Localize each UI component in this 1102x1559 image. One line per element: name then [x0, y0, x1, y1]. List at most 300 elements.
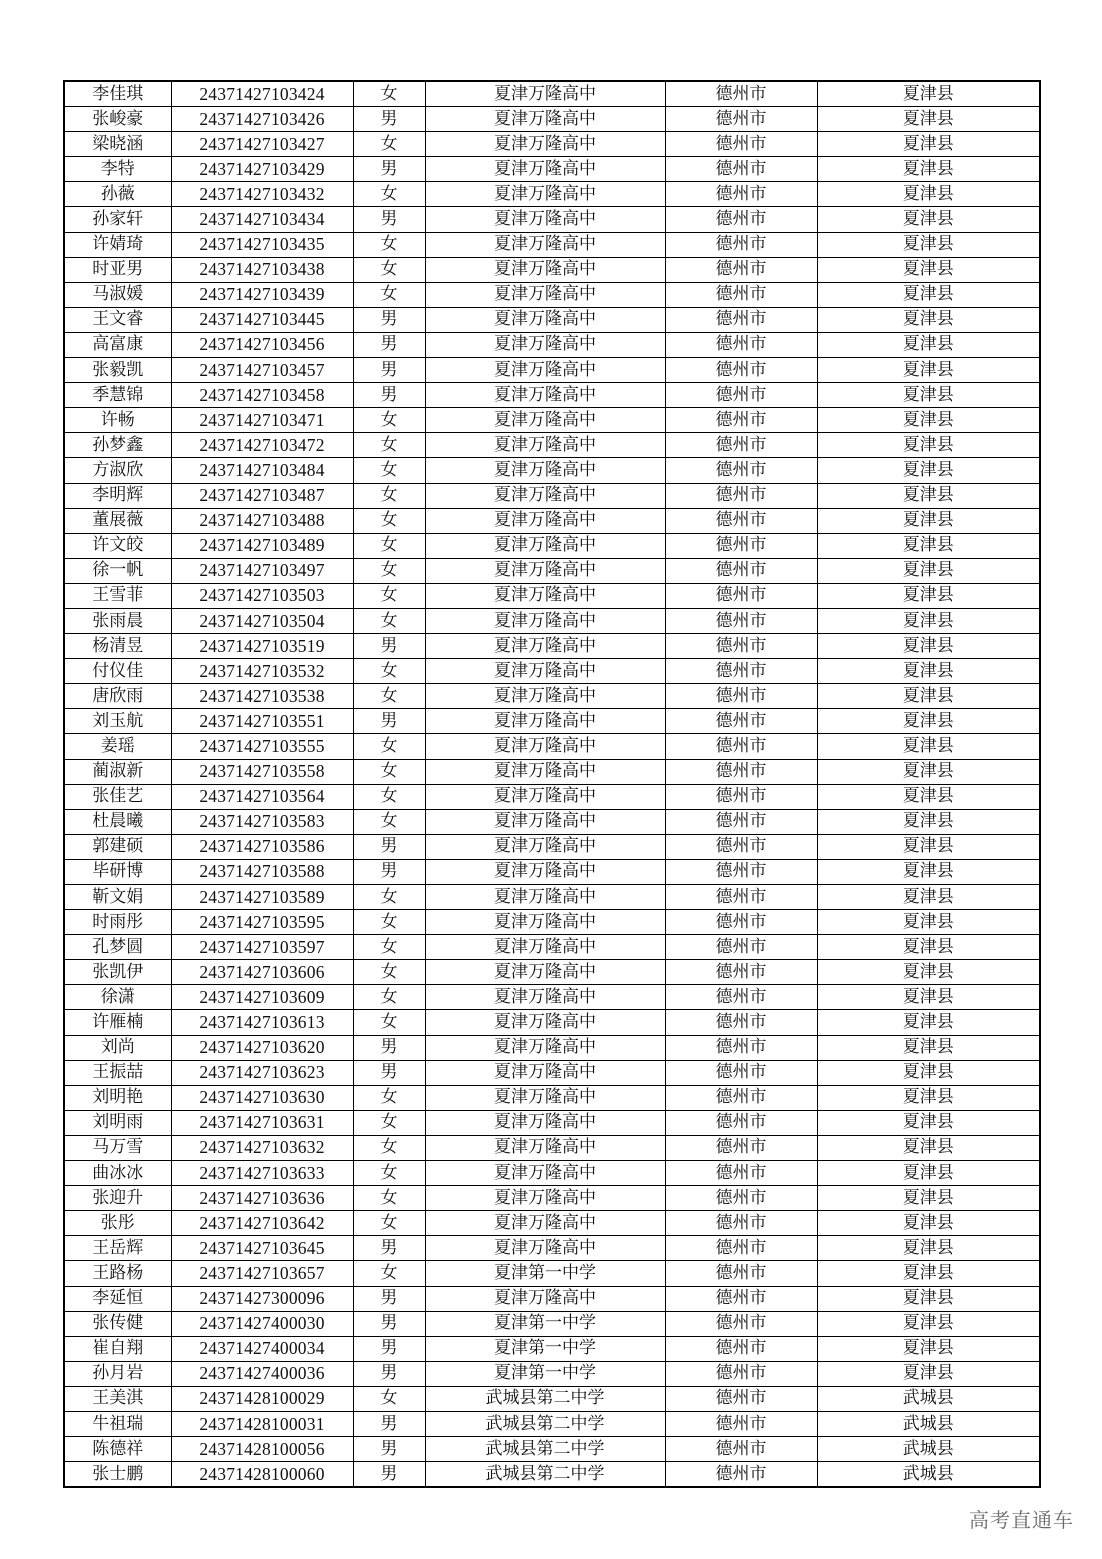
city-cell: 德州市 [665, 232, 817, 257]
school-cell: 夏津万隆高中 [425, 1110, 665, 1135]
school-cell: 夏津万隆高中 [425, 332, 665, 357]
county-cell: 夏津县 [817, 1261, 1040, 1286]
county-cell: 夏津县 [817, 1035, 1040, 1060]
table-row [64, 332, 1040, 357]
city-cell: 德州市 [665, 332, 817, 357]
city-cell: 德州市 [665, 709, 817, 734]
gender-cell: 女 [353, 985, 425, 1010]
name-cell: 杨清昱 [64, 634, 171, 659]
school-cell: 夏津万隆高中 [425, 307, 665, 332]
name-cell: 张峻豪 [64, 107, 171, 132]
school-cell: 夏津万隆高中 [425, 358, 665, 383]
school-cell: 夏津万隆高中 [425, 1161, 665, 1186]
table-row [64, 809, 1040, 834]
name-cell: 张凯伊 [64, 960, 171, 985]
name-cell: 李延恒 [64, 1286, 171, 1311]
gender-cell: 男 [353, 383, 425, 408]
table-row [64, 1060, 1040, 1085]
city-cell: 德州市 [665, 558, 817, 583]
county-cell: 夏津县 [817, 1286, 1040, 1311]
city-cell: 德州市 [665, 784, 817, 809]
name-cell: 姜瑶 [64, 734, 171, 759]
gender-cell: 男 [353, 157, 425, 182]
table-row [64, 1186, 1040, 1211]
table-row [64, 232, 1040, 257]
gender-cell: 男 [353, 1336, 425, 1361]
county-cell: 夏津县 [817, 834, 1040, 859]
county-cell: 夏津县 [817, 533, 1040, 558]
city-cell: 德州市 [665, 408, 817, 433]
city-cell: 德州市 [665, 1361, 817, 1386]
gender-cell: 男 [353, 332, 425, 357]
school-cell: 夏津万隆高中 [425, 885, 665, 910]
city-cell: 德州市 [665, 257, 817, 282]
exam-id-cell: 24371427103484 [171, 458, 353, 483]
gender-cell: 女 [353, 1135, 425, 1160]
table-row [64, 659, 1040, 684]
county-cell: 夏津县 [817, 910, 1040, 935]
school-cell: 夏津万隆高中 [425, 859, 665, 884]
exam-id-cell: 24371427103458 [171, 383, 353, 408]
gender-cell: 女 [353, 1110, 425, 1135]
school-cell: 夏津万隆高中 [425, 107, 665, 132]
gender-cell: 男 [353, 1060, 425, 1085]
county-cell: 夏津县 [817, 960, 1040, 985]
table-row [64, 558, 1040, 583]
exam-id-cell: 24371427103424 [171, 81, 353, 107]
county-cell: 夏津县 [817, 1085, 1040, 1110]
gender-cell: 男 [353, 859, 425, 884]
name-cell: 王雪菲 [64, 583, 171, 608]
gender-cell: 女 [353, 257, 425, 282]
gender-cell: 女 [353, 1085, 425, 1110]
gender-cell: 女 [353, 1386, 425, 1411]
city-cell: 德州市 [665, 985, 817, 1010]
exam-id-cell: 24371427103504 [171, 608, 353, 633]
table-row [64, 508, 1040, 533]
exam-id-cell: 24371427103632 [171, 1135, 353, 1160]
school-cell: 夏津万隆高中 [425, 910, 665, 935]
county-cell: 夏津县 [817, 1186, 1040, 1211]
gender-cell: 女 [353, 182, 425, 207]
gender-cell: 女 [353, 408, 425, 433]
county-cell: 夏津县 [817, 1361, 1040, 1386]
county-cell: 夏津县 [817, 935, 1040, 960]
name-cell: 张雨晨 [64, 608, 171, 633]
school-cell: 夏津万隆高中 [425, 408, 665, 433]
city-cell: 德州市 [665, 458, 817, 483]
city-cell: 德州市 [665, 634, 817, 659]
table-row [64, 1110, 1040, 1135]
city-cell: 德州市 [665, 383, 817, 408]
exam-id-cell: 24371427103597 [171, 935, 353, 960]
county-cell: 夏津县 [817, 885, 1040, 910]
school-cell: 夏津万隆高中 [425, 1135, 665, 1160]
school-cell: 夏津万隆高中 [425, 533, 665, 558]
table-row [64, 358, 1040, 383]
county-cell: 夏津县 [817, 558, 1040, 583]
city-cell: 德州市 [665, 583, 817, 608]
city-cell: 德州市 [665, 1311, 817, 1336]
city-cell: 德州市 [665, 859, 817, 884]
city-cell: 德州市 [665, 358, 817, 383]
county-cell: 夏津县 [817, 207, 1040, 232]
gender-cell: 女 [353, 885, 425, 910]
gender-cell: 男 [353, 1035, 425, 1060]
table-row [64, 132, 1040, 157]
table-row [64, 1336, 1040, 1361]
name-cell: 张士鹏 [64, 1462, 171, 1488]
table-row [64, 759, 1040, 784]
school-cell: 夏津第一中学 [425, 1336, 665, 1361]
name-cell: 梁晓涵 [64, 132, 171, 157]
gender-cell: 女 [353, 910, 425, 935]
school-cell: 夏津万隆高中 [425, 558, 665, 583]
name-cell: 孙薇 [64, 182, 171, 207]
name-cell: 徐一帆 [64, 558, 171, 583]
name-cell: 季慧锦 [64, 383, 171, 408]
county-cell: 夏津县 [817, 1311, 1040, 1336]
gender-cell: 女 [353, 659, 425, 684]
exam-id-cell: 24371427103497 [171, 558, 353, 583]
table-row [64, 1010, 1040, 1035]
name-cell: 方淑欣 [64, 458, 171, 483]
school-cell: 夏津万隆高中 [425, 157, 665, 182]
county-cell: 夏津县 [817, 1060, 1040, 1085]
city-cell: 德州市 [665, 81, 817, 107]
name-cell: 张佳艺 [64, 784, 171, 809]
gender-cell: 男 [353, 307, 425, 332]
exam-id-cell: 24371427103427 [171, 132, 353, 157]
county-cell: 武城县 [817, 1462, 1040, 1488]
county-cell: 夏津县 [817, 659, 1040, 684]
school-cell: 夏津万隆高中 [425, 709, 665, 734]
name-cell: 高富康 [64, 332, 171, 357]
table-row [64, 1035, 1040, 1060]
school-cell: 夏津第一中学 [425, 1311, 665, 1336]
school-cell: 夏津万隆高中 [425, 1010, 665, 1035]
table-row [64, 960, 1040, 985]
school-cell: 武城县第二中学 [425, 1411, 665, 1436]
county-cell: 夏津县 [817, 433, 1040, 458]
roster-body [64, 81, 1040, 1487]
city-cell: 德州市 [665, 1035, 817, 1060]
name-cell: 张彤 [64, 1211, 171, 1236]
gender-cell: 女 [353, 433, 425, 458]
exam-id-cell: 24371427103538 [171, 684, 353, 709]
school-cell: 夏津万隆高中 [425, 1211, 665, 1236]
city-cell: 德州市 [665, 659, 817, 684]
gender-cell: 女 [353, 809, 425, 834]
county-cell: 夏津县 [817, 1135, 1040, 1160]
name-cell: 付仪佳 [64, 659, 171, 684]
gender-cell: 女 [353, 734, 425, 759]
school-cell: 夏津万隆高中 [425, 784, 665, 809]
gender-cell: 女 [353, 483, 425, 508]
table-row [64, 885, 1040, 910]
county-cell: 夏津县 [817, 282, 1040, 307]
city-cell: 德州市 [665, 1010, 817, 1035]
city-cell: 德州市 [665, 1135, 817, 1160]
school-cell: 夏津万隆高中 [425, 1060, 665, 1085]
city-cell: 德州市 [665, 809, 817, 834]
table-row [64, 1135, 1040, 1160]
name-cell: 刘明雨 [64, 1110, 171, 1135]
city-cell: 德州市 [665, 107, 817, 132]
table-row [64, 1261, 1040, 1286]
name-cell: 靳文娟 [64, 885, 171, 910]
exam-id-cell: 24371427103457 [171, 358, 353, 383]
gender-cell: 男 [353, 207, 425, 232]
name-cell: 毕研博 [64, 859, 171, 884]
county-cell: 夏津县 [817, 759, 1040, 784]
table-row [64, 608, 1040, 633]
exam-id-cell: 24371427103631 [171, 1110, 353, 1135]
city-cell: 德州市 [665, 1110, 817, 1135]
city-cell: 德州市 [665, 1462, 817, 1488]
table-row [64, 1211, 1040, 1236]
school-cell: 夏津万隆高中 [425, 207, 665, 232]
name-cell: 张传健 [64, 1311, 171, 1336]
county-cell: 夏津县 [817, 1110, 1040, 1135]
school-cell: 夏津万隆高中 [425, 257, 665, 282]
table-row [64, 784, 1040, 809]
name-cell: 许畅 [64, 408, 171, 433]
student-roster-table [63, 80, 1041, 1488]
school-cell: 夏津万隆高中 [425, 634, 665, 659]
table-row [64, 458, 1040, 483]
exam-id-cell: 24371427103620 [171, 1035, 353, 1060]
gender-cell: 女 [353, 282, 425, 307]
city-cell: 德州市 [665, 483, 817, 508]
name-cell: 曲冰冰 [64, 1161, 171, 1186]
school-cell: 夏津万隆高中 [425, 282, 665, 307]
school-cell: 武城县第二中学 [425, 1437, 665, 1462]
name-cell: 孙梦鑫 [64, 433, 171, 458]
school-cell: 夏津万隆高中 [425, 1286, 665, 1311]
table-row [64, 383, 1040, 408]
county-cell: 夏津县 [817, 1336, 1040, 1361]
gender-cell: 女 [353, 533, 425, 558]
table-row [64, 257, 1040, 282]
table-row [64, 1386, 1040, 1411]
exam-id-cell: 24371427103472 [171, 433, 353, 458]
school-cell: 夏津万隆高中 [425, 1186, 665, 1211]
exam-id-cell: 24371427103583 [171, 809, 353, 834]
exam-id-cell: 24371427103532 [171, 659, 353, 684]
gender-cell: 女 [353, 232, 425, 257]
city-cell: 德州市 [665, 307, 817, 332]
exam-id-cell: 24371427103609 [171, 985, 353, 1010]
exam-id-cell: 24371427103439 [171, 282, 353, 307]
table-row [64, 81, 1040, 107]
county-cell: 夏津县 [817, 508, 1040, 533]
table-row [64, 910, 1040, 935]
exam-id-cell: 24371427103429 [171, 157, 353, 182]
name-cell: 时亚男 [64, 257, 171, 282]
county-cell: 夏津县 [817, 257, 1040, 282]
gender-cell: 男 [353, 834, 425, 859]
school-cell: 夏津万隆高中 [425, 132, 665, 157]
table-row [64, 282, 1040, 307]
school-cell: 夏津万隆高中 [425, 1236, 665, 1261]
county-cell: 夏津县 [817, 985, 1040, 1010]
name-cell: 王美淇 [64, 1386, 171, 1411]
county-cell: 夏津县 [817, 809, 1040, 834]
exam-id-cell: 24371427103488 [171, 508, 353, 533]
county-cell: 夏津县 [817, 307, 1040, 332]
table-row [64, 634, 1040, 659]
county-cell: 夏津县 [817, 634, 1040, 659]
table-row [64, 307, 1040, 332]
county-cell: 夏津县 [817, 859, 1040, 884]
city-cell: 德州市 [665, 834, 817, 859]
name-cell: 刘玉航 [64, 709, 171, 734]
name-cell: 崔自翔 [64, 1336, 171, 1361]
exam-id-cell: 24371427103519 [171, 634, 353, 659]
school-cell: 武城县第二中学 [425, 1462, 665, 1488]
county-cell: 夏津县 [817, 458, 1040, 483]
exam-id-cell: 24371427103445 [171, 307, 353, 332]
table-row [64, 157, 1040, 182]
county-cell: 夏津县 [817, 132, 1040, 157]
city-cell: 德州市 [665, 1411, 817, 1436]
city-cell: 德州市 [665, 1161, 817, 1186]
table-row [64, 1161, 1040, 1186]
name-cell: 王文睿 [64, 307, 171, 332]
city-cell: 德州市 [665, 885, 817, 910]
name-cell: 张毅凯 [64, 358, 171, 383]
name-cell: 蔺淑新 [64, 759, 171, 784]
school-cell: 夏津万隆高中 [425, 458, 665, 483]
table-row [64, 1361, 1040, 1386]
name-cell: 刘明艳 [64, 1085, 171, 1110]
gender-cell: 女 [353, 935, 425, 960]
school-cell: 夏津万隆高中 [425, 608, 665, 633]
table-row [64, 408, 1040, 433]
exam-id-cell: 24371427103613 [171, 1010, 353, 1035]
exam-id-cell: 24371427103642 [171, 1211, 353, 1236]
exam-id-cell: 24371427103633 [171, 1161, 353, 1186]
watermark-text: 高考直通车 [969, 1508, 1074, 1532]
school-cell: 夏津万隆高中 [425, 834, 665, 859]
name-cell: 马万雪 [64, 1135, 171, 1160]
city-cell: 德州市 [665, 132, 817, 157]
gender-cell: 女 [353, 1186, 425, 1211]
exam-id-cell: 24371427103606 [171, 960, 353, 985]
exam-id-cell: 24371427103432 [171, 182, 353, 207]
city-cell: 德州市 [665, 1261, 817, 1286]
school-cell: 夏津万隆高中 [425, 1085, 665, 1110]
school-cell: 夏津万隆高中 [425, 684, 665, 709]
county-cell: 武城县 [817, 1411, 1040, 1436]
city-cell: 德州市 [665, 684, 817, 709]
table-row [64, 1085, 1040, 1110]
city-cell: 德州市 [665, 1437, 817, 1462]
table-row [64, 1437, 1040, 1462]
table-row [64, 1286, 1040, 1311]
city-cell: 德州市 [665, 608, 817, 633]
school-cell: 夏津万隆高中 [425, 759, 665, 784]
exam-id-cell: 24371427103657 [171, 1261, 353, 1286]
city-cell: 德州市 [665, 759, 817, 784]
table-row [64, 859, 1040, 884]
name-cell: 牛祖瑞 [64, 1411, 171, 1436]
name-cell: 张迎升 [64, 1186, 171, 1211]
gender-cell: 男 [353, 1236, 425, 1261]
school-cell: 夏津万隆高中 [425, 383, 665, 408]
exam-id-cell: 24371428100056 [171, 1437, 353, 1462]
county-cell: 夏津县 [817, 709, 1040, 734]
name-cell: 陈德祥 [64, 1437, 171, 1462]
gender-cell: 男 [353, 358, 425, 383]
exam-id-cell: 24371427103588 [171, 859, 353, 884]
name-cell: 杜晨曦 [64, 809, 171, 834]
name-cell: 孙月岩 [64, 1361, 171, 1386]
school-cell: 夏津万隆高中 [425, 583, 665, 608]
table-row [64, 483, 1040, 508]
table-row [64, 433, 1040, 458]
table-row [64, 1311, 1040, 1336]
exam-id-cell: 24371427103438 [171, 257, 353, 282]
school-cell: 夏津万隆高中 [425, 960, 665, 985]
name-cell: 徐潇 [64, 985, 171, 1010]
gender-cell: 女 [353, 759, 425, 784]
exam-id-cell: 24371427103434 [171, 207, 353, 232]
school-cell: 夏津万隆高中 [425, 659, 665, 684]
county-cell: 夏津县 [817, 734, 1040, 759]
table-row [64, 1462, 1040, 1488]
county-cell: 夏津县 [817, 81, 1040, 107]
exam-id-cell: 24371427103471 [171, 408, 353, 433]
name-cell: 王岳辉 [64, 1236, 171, 1261]
school-cell: 夏津万隆高中 [425, 81, 665, 107]
county-cell: 夏津县 [817, 608, 1040, 633]
school-cell: 夏津万隆高中 [425, 483, 665, 508]
gender-cell: 男 [353, 1286, 425, 1311]
school-cell: 夏津万隆高中 [425, 182, 665, 207]
name-cell: 许雁楠 [64, 1010, 171, 1035]
gender-cell: 女 [353, 684, 425, 709]
city-cell: 德州市 [665, 1386, 817, 1411]
gender-cell: 男 [353, 1361, 425, 1386]
name-cell: 李特 [64, 157, 171, 182]
city-cell: 德州市 [665, 508, 817, 533]
name-cell: 许婧琦 [64, 232, 171, 257]
gender-cell: 女 [353, 1010, 425, 1035]
exam-id-cell: 24371427103636 [171, 1186, 353, 1211]
county-cell: 夏津县 [817, 1010, 1040, 1035]
school-cell: 夏津万隆高中 [425, 508, 665, 533]
table-row [64, 709, 1040, 734]
exam-id-cell: 24371427103558 [171, 759, 353, 784]
school-cell: 夏津万隆高中 [425, 1035, 665, 1060]
school-cell: 夏津万隆高中 [425, 232, 665, 257]
exam-id-cell: 24371427103426 [171, 107, 353, 132]
county-cell: 夏津县 [817, 182, 1040, 207]
name-cell: 孙家轩 [64, 207, 171, 232]
exam-id-cell: 24371427103503 [171, 583, 353, 608]
county-cell: 夏津县 [817, 684, 1040, 709]
city-cell: 德州市 [665, 1060, 817, 1085]
exam-id-cell: 24371427103645 [171, 1236, 353, 1261]
city-cell: 德州市 [665, 433, 817, 458]
gender-cell: 女 [353, 784, 425, 809]
county-cell: 夏津县 [817, 408, 1040, 433]
county-cell: 夏津县 [817, 483, 1040, 508]
city-cell: 德州市 [665, 910, 817, 935]
exam-id-cell: 24371428100029 [171, 1386, 353, 1411]
